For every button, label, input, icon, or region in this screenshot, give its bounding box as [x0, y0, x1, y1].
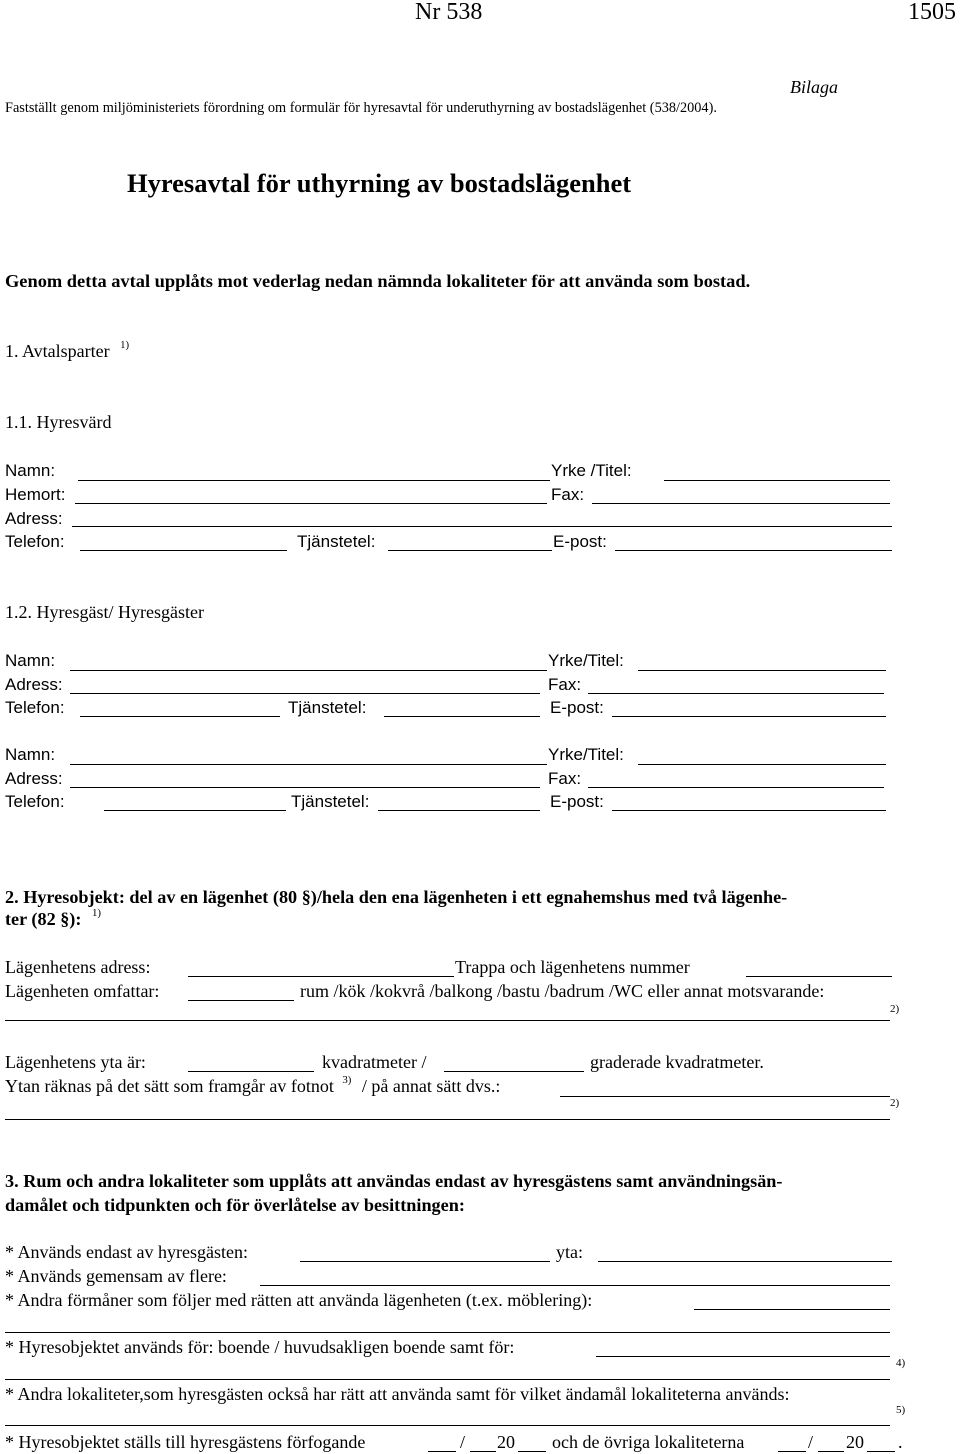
section-1-2-heading: 1.2. Hyresgäst/ Hyresgäster — [5, 602, 204, 622]
section-1-1-heading: 1.1. Hyresvärd — [5, 412, 112, 432]
year-prefix: 20 — [846, 1432, 864, 1452]
tenant1-title-field[interactable] — [638, 670, 886, 671]
other-benefits-field-cont[interactable] — [5, 1332, 890, 1333]
section-3-heading: 3. Rum och andra lokaliteter som upplåts att användas endast av hyresgästens samt användningsän- — [5, 1171, 783, 1191]
landlord-workphone-label: Tjänstetel: — [297, 532, 376, 551]
exclusive-use-label: * Används endast av hyresgästen: — [5, 1242, 248, 1262]
exclusive-use-field[interactable] — [300, 1261, 550, 1262]
footnote-ref: 4) — [896, 1357, 906, 1369]
tenant1-phone-label: Telefon: — [5, 698, 65, 717]
apartment-area-label: Lägenhetens yta är: — [5, 1052, 146, 1072]
landlord-address-field[interactable] — [72, 526, 892, 527]
section-2-heading-cont: ter (82 §): — [5, 909, 82, 930]
date-separator: / — [460, 1432, 466, 1452]
graded-sqm-field[interactable] — [444, 1071, 584, 1072]
tenant1-fax-label: Fax: — [548, 675, 582, 694]
landlord-fax-label: Fax: — [551, 485, 585, 504]
footnote-ref: 3) — [342, 1074, 352, 1086]
tenant2-title-label: Yrke/Titel: — [548, 745, 624, 764]
footnote-ref: 2) — [890, 1097, 900, 1109]
other-premises-field[interactable] — [5, 1425, 890, 1426]
date-separator: / — [808, 1432, 814, 1452]
regulation-note: Fastställt genom miljöministeriets förordning om formulär för hyresavtal för underuthyrning av bostadslägenhet (538/2004). — [5, 100, 717, 116]
tenant1-workphone-label: Tjänstetel: — [288, 698, 367, 717]
tenant2-workphone-label: Tjänstetel: — [291, 792, 370, 811]
tenant2-fax-label: Fax: — [548, 769, 582, 788]
landlord-title-label: Yrke /Titel: — [551, 461, 632, 480]
rooms-count-field[interactable] — [188, 1000, 294, 1001]
handover-day-field[interactable] — [428, 1451, 456, 1452]
footnote-ref: 5) — [896, 1404, 906, 1416]
stair-number-label: Trappa och lägenhetens nummer — [455, 957, 690, 977]
rooms-extra-field[interactable] — [5, 1020, 890, 1021]
handover-label: * Hyresobjektet ställs till hyresgästens förfogande — [5, 1432, 366, 1452]
landlord-fax-field[interactable] — [592, 503, 890, 504]
premises-day-field[interactable] — [778, 1451, 806, 1452]
tenant1-email-label: E-post: — [550, 698, 604, 717]
handover-month-field[interactable] — [470, 1451, 496, 1452]
tenant1-fax-field[interactable] — [588, 693, 884, 694]
apartment-includes-label: Lägenheten omfattar: — [5, 981, 160, 1001]
area-label: yta: — [556, 1242, 583, 1262]
tenant1-name-field[interactable] — [70, 670, 547, 671]
tenant1-phone-field[interactable] — [80, 716, 280, 717]
intro-text: Genom detta avtal upplåts mot vederlag nedan nämnda lokaliteter för att använda som bostad. — [5, 271, 751, 291]
shared-use-label: * Används gemensam av flere: — [5, 1266, 227, 1286]
area-method-text: Ytan räknas på det sätt som framgår av fotnot — [5, 1076, 334, 1096]
tenant2-address-label: Adress: — [5, 769, 63, 788]
area-method-alt-text: / på annat sätt dvs.: — [361, 1076, 501, 1096]
footnote-ref: 1) — [120, 339, 130, 351]
premises-month-field[interactable] — [818, 1451, 844, 1452]
landlord-email-field[interactable] — [615, 550, 892, 551]
period: . — [898, 1432, 903, 1452]
usage-label: * Hyresobjektet används för: boende / huvudsakligen boende samt för: — [5, 1337, 515, 1357]
other-benefits-label: * Andra förmåner som följer med rätten att använda lägenheten (t.ex. möblering): — [5, 1290, 593, 1310]
area-sqm-field[interactable] — [188, 1071, 314, 1072]
bilaga-label: Bilaga — [790, 77, 838, 97]
tenant2-fax-field[interactable] — [588, 787, 884, 788]
tenant1-workphone-field[interactable] — [384, 716, 540, 717]
tenant2-email-field[interactable] — [612, 810, 886, 811]
tenant1-address-field[interactable] — [70, 693, 540, 694]
landlord-hometown-label: Hemort: — [5, 485, 66, 504]
landlord-email-label: E-post: — [553, 532, 607, 551]
tenant2-phone-label: Telefon: — [5, 792, 65, 811]
tenant1-name-label: Namn: — [5, 651, 56, 670]
graded-sqm-label: graderade kvadratmeter. — [590, 1052, 764, 1072]
landlord-hometown-field[interactable] — [75, 503, 547, 504]
other-premises-label: * Andra lokaliteter,som hyresgästen också har rätt att använda samt för vilket ändamål lokaliteterna används: — [5, 1384, 790, 1404]
footnote-ref: 1) — [91, 907, 102, 919]
premises-year-field[interactable] — [867, 1451, 895, 1452]
year-prefix: 20 — [497, 1432, 515, 1452]
sqm-label: kvadratmeter / — [322, 1052, 427, 1072]
handover-year-field[interactable] — [518, 1451, 546, 1452]
landlord-phone-label: Telefon: — [5, 532, 65, 551]
other-benefits-field[interactable] — [694, 1309, 890, 1310]
apartment-address-label: Lägenhetens adress: — [5, 957, 151, 977]
page-number: 1505 — [908, 0, 956, 25]
tenant2-name-field[interactable] — [70, 764, 547, 765]
usage-field-cont[interactable] — [5, 1379, 890, 1380]
tenant1-title-label: Yrke/Titel: — [548, 651, 624, 670]
tenant2-phone-field[interactable] — [104, 810, 286, 811]
tenant1-address-label: Adress: — [5, 675, 63, 694]
landlord-phone-field[interactable] — [80, 550, 287, 551]
landlord-title-field[interactable] — [664, 480, 890, 481]
page-number-label: Nr 538 — [415, 0, 483, 25]
landlord-address-label: Adress: — [5, 509, 63, 528]
section-2-heading: 2. Hyresobjekt: del av en lägenhet (80 §)/hela den ena lägenheten i ett egnahemshus med två lägenhe- — [5, 887, 788, 907]
tenant2-email-label: E-post: — [550, 792, 604, 811]
section-1-heading: 1. Avtalsparter — [5, 341, 110, 361]
landlord-name-label: Namn: — [5, 461, 56, 480]
footnote-ref: 2) — [890, 1003, 900, 1015]
exclusive-area-field[interactable] — [598, 1261, 892, 1262]
rooms-list-text: rum /kök /kokvrå /balkong /bastu /badrum /WC eller annat motsvarande: — [300, 981, 825, 1001]
area-method-field-cont[interactable] — [5, 1119, 890, 1120]
tenant2-address-field[interactable] — [70, 787, 540, 788]
usage-field[interactable] — [596, 1356, 890, 1357]
area-method-field[interactable] — [560, 1096, 890, 1097]
shared-use-field[interactable] — [260, 1285, 890, 1286]
other-premises-handover-label: och de övriga lokaliteterna — [552, 1432, 745, 1452]
document-title: Hyresavtal för uthyrning av bostadslägenhet — [127, 168, 632, 198]
tenant2-name-label: Namn: — [5, 745, 56, 764]
stair-number-field[interactable] — [746, 976, 892, 977]
tenant2-title-field[interactable] — [638, 764, 886, 765]
tenant2-workphone-field[interactable] — [378, 810, 540, 811]
apartment-address-field[interactable] — [188, 976, 454, 977]
tenant1-email-field[interactable] — [612, 716, 886, 717]
section-3-heading-cont: damålet och tidpunkten och för överlåtelse av besittningen: — [5, 1195, 465, 1215]
landlord-workphone-field[interactable] — [388, 550, 552, 551]
landlord-name-field[interactable] — [78, 480, 550, 481]
